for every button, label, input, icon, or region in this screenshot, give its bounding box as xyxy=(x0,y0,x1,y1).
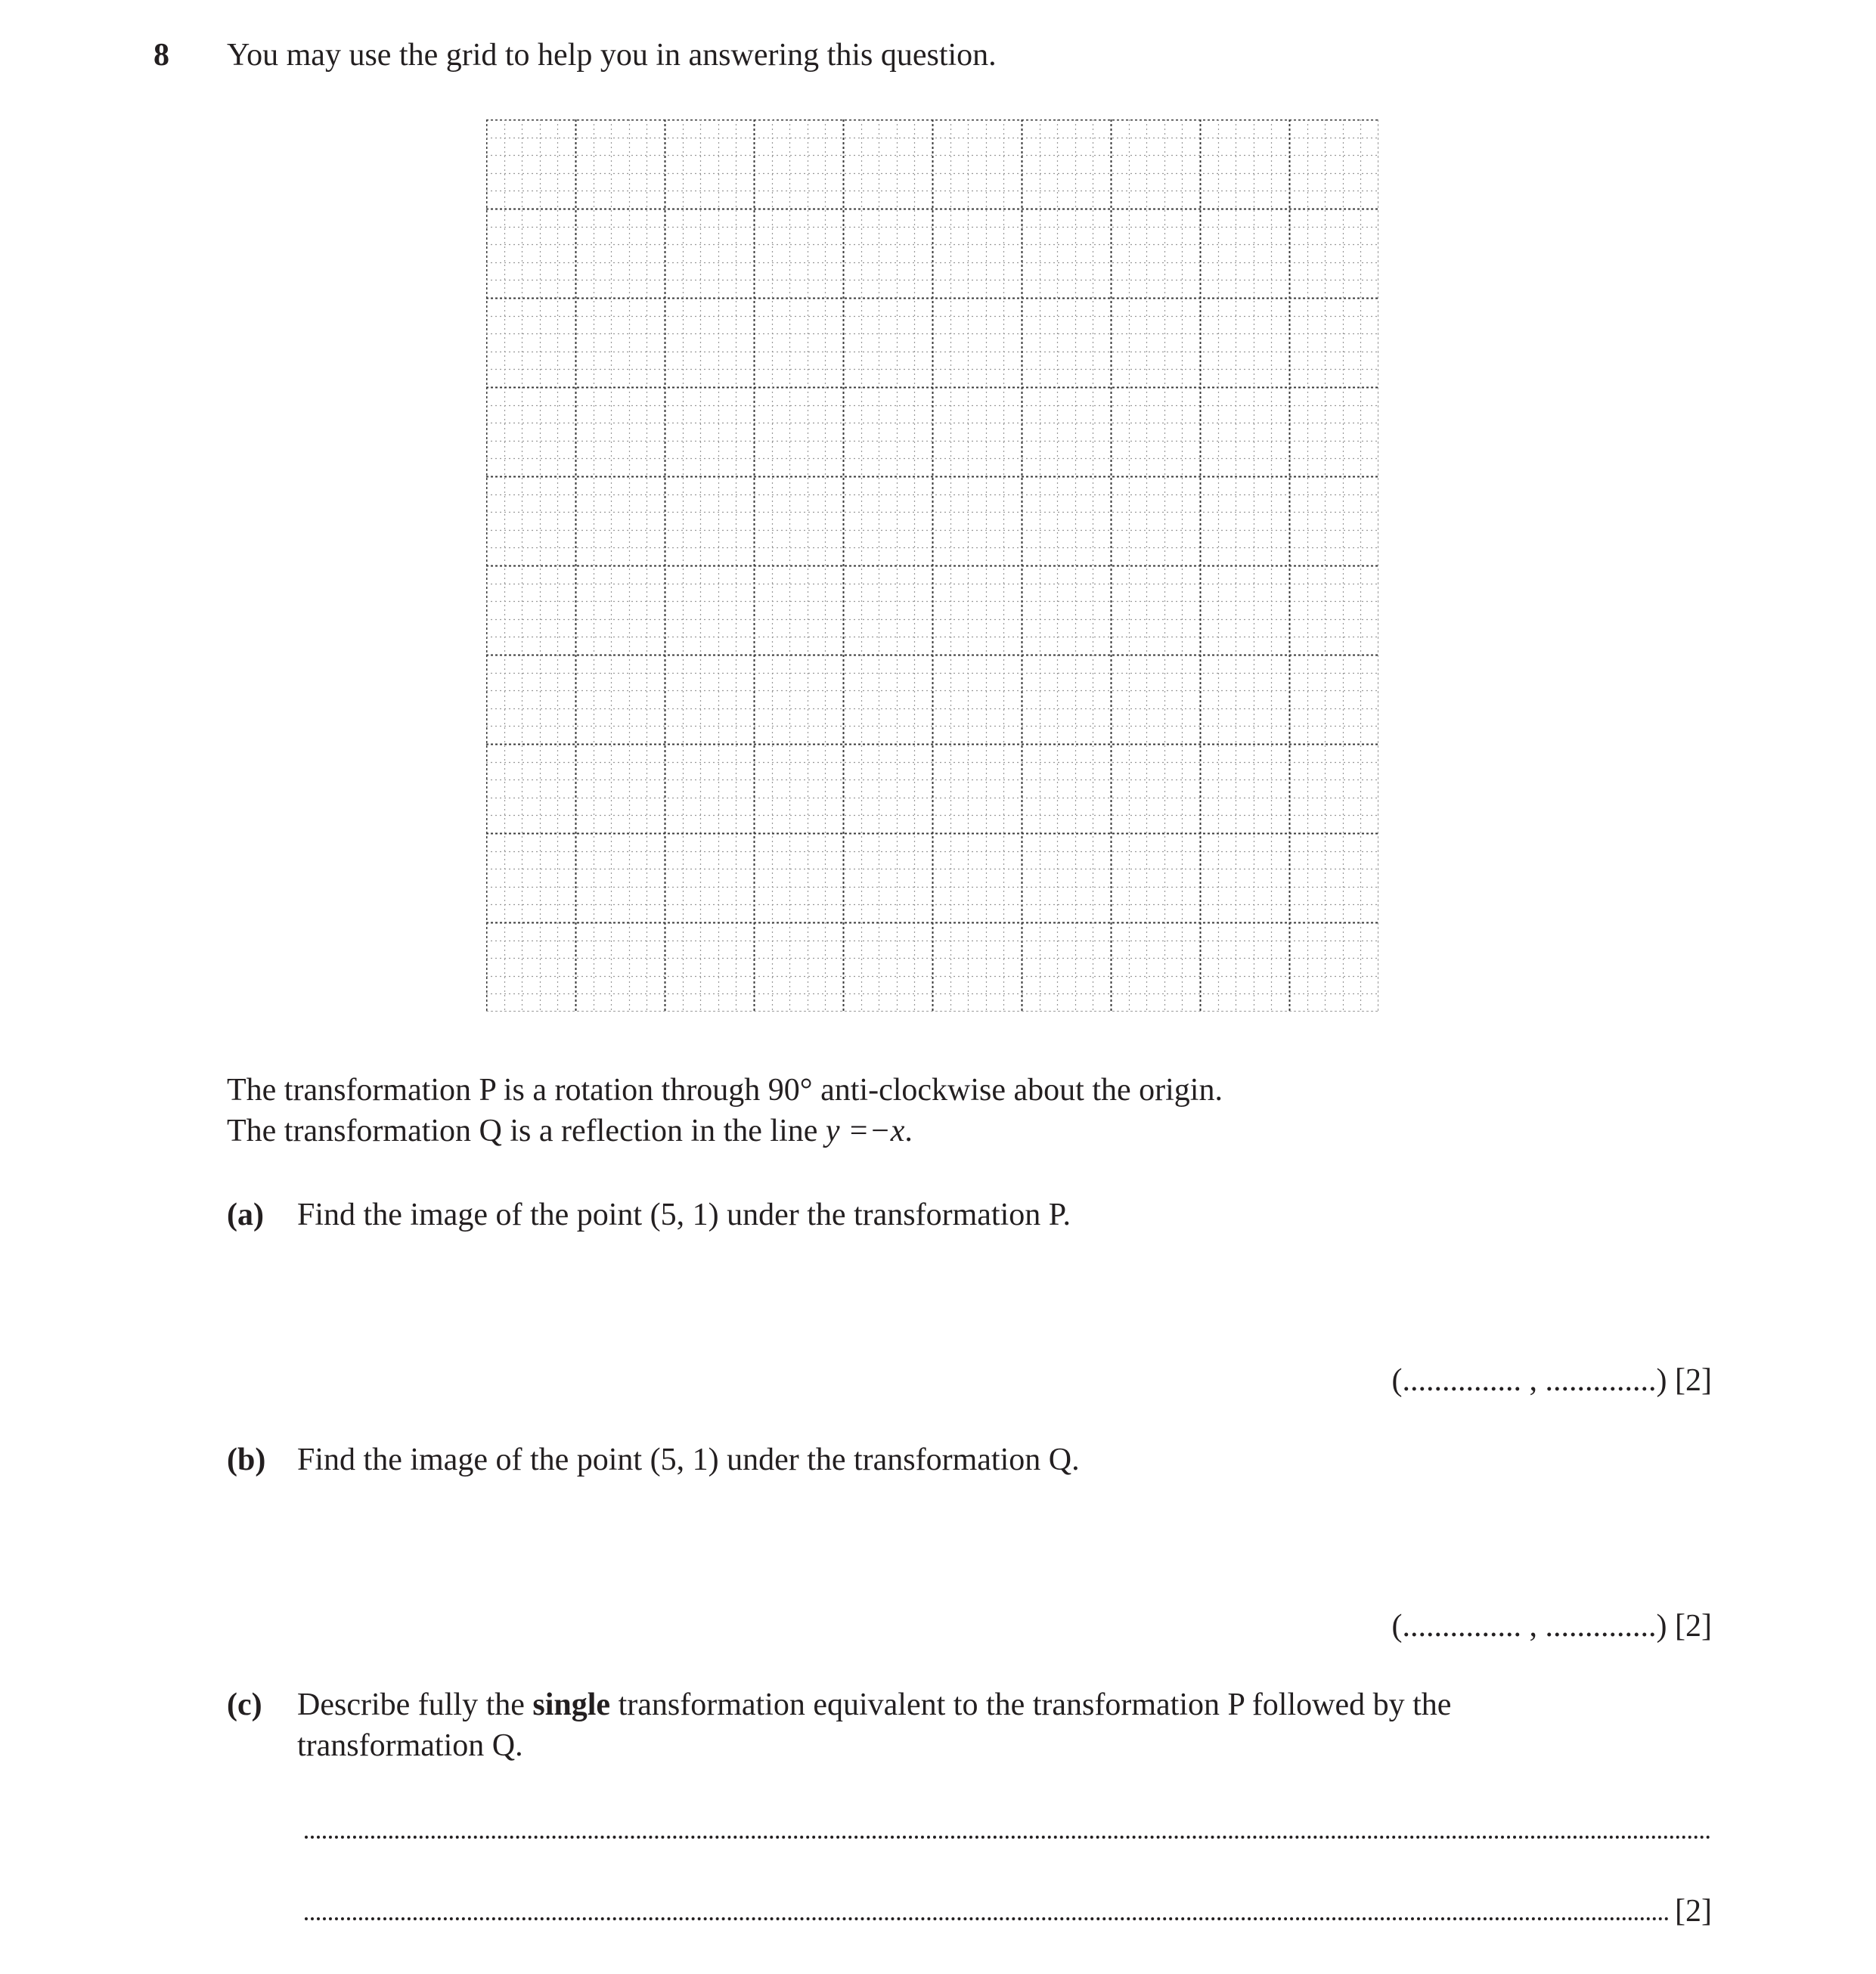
part-b-question: Find the image of the point (5, 1) under the transformation Q. xyxy=(297,1443,1080,1477)
part-c-question-line1 xyxy=(297,1684,1451,1725)
part-c-text-end: transformation equivalent to the transformation P followed by the xyxy=(610,1687,1452,1722)
stem-reflection-suffix: . xyxy=(904,1114,913,1148)
part-b-label: (b) xyxy=(227,1443,266,1477)
part-c-answer-line-1[interactable] xyxy=(305,1836,1711,1839)
question-number: 8 xyxy=(153,38,169,73)
part-a-label: (a) xyxy=(227,1198,264,1232)
working-grid xyxy=(486,119,1378,1012)
part-a-answer-field[interactable]: (............... , ..............) xyxy=(1391,1363,1667,1398)
question-intro: You may use the grid to help you in answering this question. xyxy=(227,38,997,73)
part-c-question-line2: transformation Q. xyxy=(297,1728,523,1763)
part-c-text-start: Describe fully the xyxy=(297,1687,533,1722)
stem-reflection-text: The transformation Q is a reflection in the line xyxy=(227,1114,826,1148)
part-c-marks: [2] xyxy=(1675,1894,1712,1929)
part-a-marks: [2] xyxy=(1675,1363,1712,1398)
stem-rotation: The transformation P is a rotation through 90° anti-clockwise about the origin. xyxy=(227,1073,1223,1108)
part-a-answer-line xyxy=(1392,1360,1712,1401)
stem-reflection-equation: y =−x xyxy=(825,1114,905,1148)
grid-lines xyxy=(486,119,1378,1012)
part-b-answer-field[interactable]: (............... , ..............) xyxy=(1391,1609,1667,1644)
part-c-answer-line-2[interactable] xyxy=(305,1917,1670,1920)
part-b-marks: [2] xyxy=(1675,1609,1712,1644)
part-b-answer-line xyxy=(1392,1606,1712,1647)
part-a-question: Find the image of the point (5, 1) under the transformation P. xyxy=(297,1198,1071,1232)
stem-reflection xyxy=(227,1111,913,1151)
part-c-emphasis: single xyxy=(532,1687,611,1722)
part-c-label: (c) xyxy=(227,1687,262,1722)
